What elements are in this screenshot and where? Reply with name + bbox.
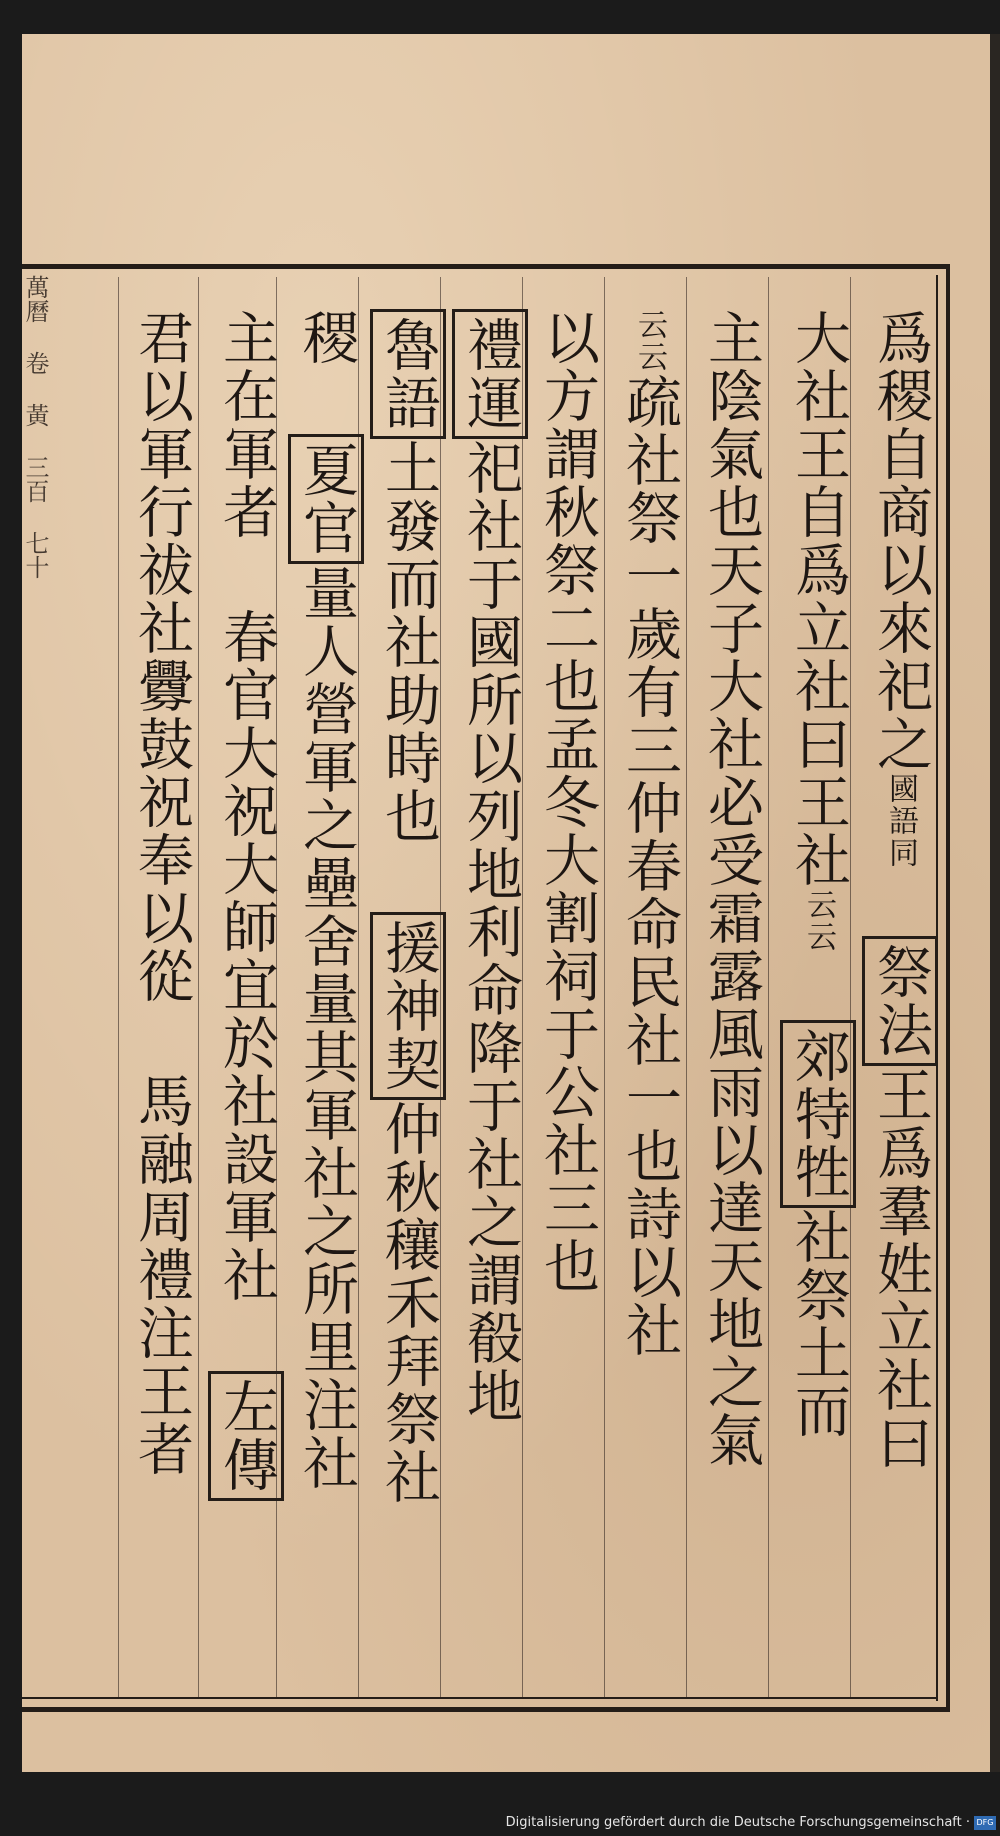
column-rule	[768, 277, 769, 1697]
footer-credit: Digitalisierung gefördert durch die Deutsche Forschungsgemeinschaft ·	[505, 1815, 970, 1830]
boxed-label-yuanshenqi: 援神契	[370, 912, 446, 1100]
column-text: 爲稷自商以來祀之	[868, 309, 933, 773]
column-text: 以方謂秋祭二也孟冬大割祠于公社三也	[535, 309, 600, 1295]
column-text: 疏社祭一歲有三仲春命民社一也詩以社	[617, 373, 682, 1359]
boxed-label-xiaguan: 夏官	[288, 434, 364, 564]
boxed-label-liyun: 禮運	[452, 309, 528, 439]
text-column-3	[698, 309, 764, 1699]
column-rule	[198, 277, 199, 1697]
text-column-2	[780, 309, 856, 1699]
boxed-label-jiaotesheng: 郊特牲	[780, 1020, 856, 1208]
text-column-1	[862, 309, 938, 1699]
column-text: 祀社于國所以列地利命降于社之謂殽地	[458, 439, 523, 1425]
column-text: 土發而社助時也	[376, 439, 441, 845]
column-rule	[686, 277, 687, 1697]
column-head-note: 云云	[632, 309, 667, 373]
digitization-footer	[0, 1812, 1000, 1836]
column-rule	[604, 277, 605, 1697]
margin-column: 萬曆 卷 黃 三百 七十	[21, 275, 49, 579]
text-column-6	[452, 309, 528, 1699]
boxed-label-jifa: 祭法	[862, 936, 938, 1066]
column-text: 稷	[294, 309, 359, 367]
text-column-7	[370, 309, 446, 1699]
column-text: 主在軍者	[214, 309, 279, 541]
column-text: 量人營軍之壘舍量其軍社之所里注社	[294, 564, 359, 1492]
column-text: 仲秋穰禾拜祭社	[376, 1100, 441, 1506]
column-text: 王爲羣姓立社曰	[868, 1066, 933, 1472]
column-text: 主陰氣也天子大社必受霜露風雨以達天地之氣	[699, 309, 764, 1469]
text-column-4	[616, 309, 682, 1699]
text-column-8	[288, 309, 364, 1699]
column-text: 大社王自爲立社曰王社	[786, 309, 851, 889]
book-page	[22, 34, 1000, 1772]
text-frame	[22, 264, 950, 1712]
column-text: 春官大祝大師宜於社設軍社	[214, 608, 279, 1304]
interlinear-note: 云云	[801, 889, 836, 953]
page-edge-shadow	[990, 34, 1000, 1772]
text-column-5	[534, 309, 600, 1699]
column-text: 社祭土而	[786, 1208, 851, 1440]
column-text: 君以軍行祓社釁鼓祝奉以從	[129, 309, 194, 1005]
text-column-9	[208, 309, 284, 1699]
boxed-label-luyu: 魯語	[370, 309, 446, 439]
column-text: 馬融周禮注王者	[129, 1072, 194, 1478]
boxed-label-zuozhuan: 左傳	[208, 1371, 284, 1501]
column-rule	[118, 277, 119, 1697]
dfg-logo: DFG	[974, 1816, 996, 1830]
interlinear-note: 國語同	[883, 773, 918, 869]
text-column-10	[128, 309, 194, 1699]
